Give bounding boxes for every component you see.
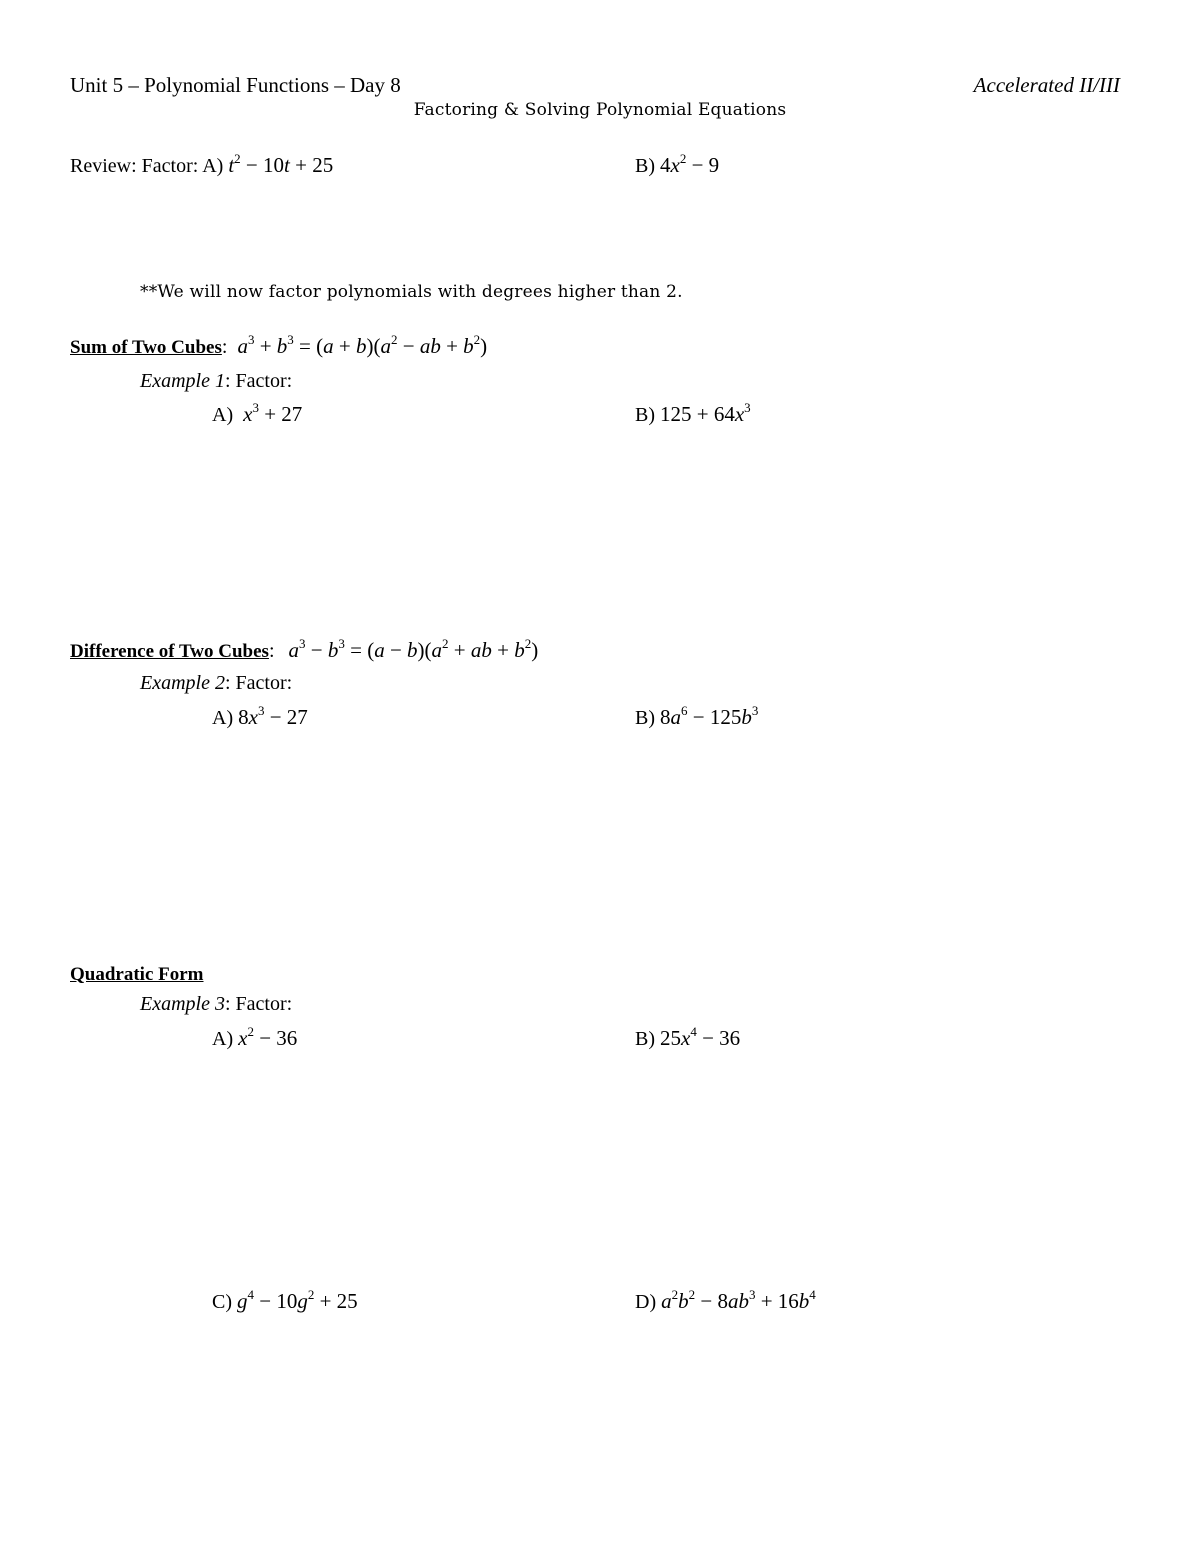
example-1-a-expr: $x^3 + 27$ — [243, 400, 303, 426]
example-2-a-label: A) — [212, 707, 234, 729]
diff-cubes-colon: : — [268, 640, 275, 662]
intro-note: **We will now factor polynomials with degrees higher than 2. — [140, 282, 683, 302]
example-2-b-expr: $8a^6 - 125b^3$ — [660, 703, 759, 729]
example-3-c-label: C) — [212, 1291, 232, 1313]
example-3-label — [140, 993, 292, 1016]
example-3-a-label: A) — [212, 1028, 234, 1050]
example-3-b-expr: $25x^4 - 36$ — [660, 1024, 741, 1050]
example-3-b — [635, 1026, 740, 1051]
example-3-d-label: D) — [635, 1291, 657, 1313]
review-text: Review: Factor: — [70, 155, 199, 177]
example-1-name: Example 1 — [140, 370, 225, 392]
example-2-a-expr: $8x^3 - 27$ — [238, 703, 308, 729]
example-3-a-expr: $x^2 - 36$ — [238, 1024, 298, 1050]
review-b — [635, 153, 719, 178]
example-3-suffix: : Factor: — [224, 993, 293, 1015]
review-a-label: A) — [202, 155, 224, 177]
page-subtitle: Factoring & Solving Polynomial Equations — [413, 100, 787, 120]
example-2-b — [635, 705, 758, 730]
example-2-a — [212, 705, 308, 730]
diff-cubes-title: Difference of Two Cubes — [70, 641, 269, 662]
example-1-b-label: B) — [635, 404, 655, 426]
example-3-c-expr: $g^4 - 10g^2 + 25$ — [237, 1287, 358, 1313]
example-2-suffix: : Factor: — [224, 672, 293, 694]
diff-cubes-heading — [70, 638, 538, 663]
example-1-label — [140, 370, 292, 393]
review-label — [70, 153, 333, 178]
example-2-label — [140, 672, 292, 695]
review-b-expr: $4x^2 - 9$ — [660, 151, 720, 177]
review-b-label: B) — [635, 155, 655, 177]
example-3-d — [635, 1289, 816, 1314]
sum-cubes-title: Sum of Two Cubes — [70, 337, 222, 358]
unit-title: Unit 5 – Polynomial Functions – Day 8 — [70, 73, 401, 97]
example-3-d-expr: $a^2b^2 - 8ab^3 + 16b^4$ — [661, 1287, 816, 1313]
review-a-expr: $t^2 - 10t + 25$ — [228, 151, 334, 177]
example-1-a-label: A) — [212, 404, 234, 426]
example-3-a — [212, 1026, 297, 1051]
example-3-name: Example 3 — [140, 993, 225, 1015]
example-2-name: Example 2 — [140, 672, 225, 694]
course-name: Accelerated II/III — [973, 73, 1120, 97]
sum-cubes-colon: : — [221, 336, 228, 358]
sum-cubes-heading — [70, 334, 487, 359]
example-2-b-label: B) — [635, 707, 655, 729]
quadratic-form-title: Quadratic Form — [70, 964, 204, 985]
diff-cubes-formula: $a^3 - b^3 = (a - b)(a^2$ + ab + $b^2$) — [288, 636, 539, 662]
example-1-b — [635, 402, 751, 427]
example-3-c — [212, 1289, 358, 1314]
sum-cubes-formula: $a^3 + b^3 = (a + b)(a^2$ − ab + $b^2$) — [237, 332, 488, 358]
example-1-suffix: : Factor: — [224, 370, 293, 392]
example-1-a — [212, 402, 302, 427]
example-1-b-expr: $125 + 64x^3$ — [660, 400, 751, 426]
example-3-b-label: B) — [635, 1028, 655, 1050]
